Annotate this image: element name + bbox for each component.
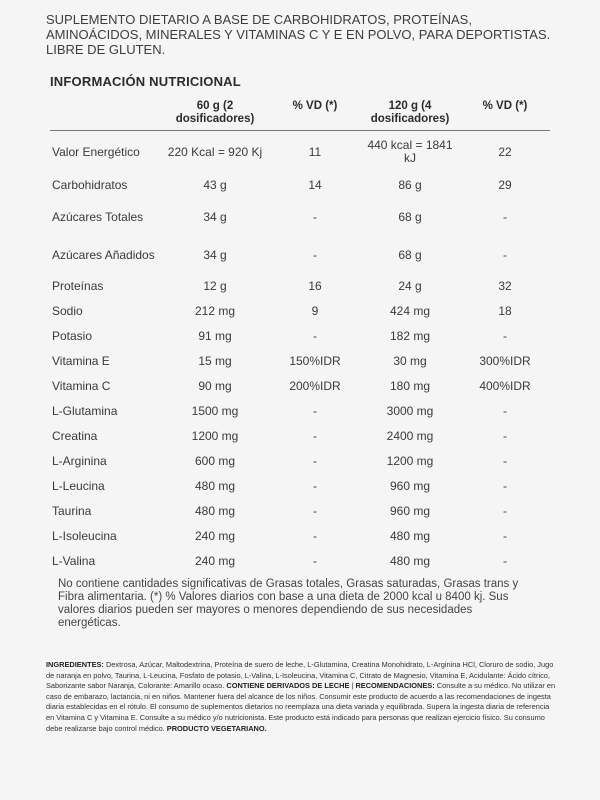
value-120g: 30 mg	[393, 354, 427, 368]
value-120g: 480 mg	[389, 554, 431, 568]
value-60g: 12 g	[203, 279, 227, 293]
value-120g: 182 mg	[389, 329, 431, 343]
vd-120g: -	[503, 454, 507, 468]
vd-60g: 9	[311, 304, 319, 318]
nutrition-table	[50, 100, 550, 574]
nutrition-table-body	[50, 131, 550, 575]
vd-60g: -	[313, 429, 317, 443]
nutrient-name: Azúcares Añadidos	[52, 247, 155, 262]
table-row	[50, 449, 550, 474]
nutrition-title: INFORMACIÓN NUTRICIONAL	[50, 74, 241, 89]
column-header-vd-60g: % VD (*)	[270, 100, 360, 131]
vd-120g: 300%IDR	[479, 354, 531, 368]
value-60g: 90 mg	[198, 379, 232, 393]
vd-60g: 16	[308, 279, 322, 293]
table-row	[50, 374, 550, 399]
value-120g: 86 g	[398, 178, 422, 192]
table-row	[50, 173, 550, 198]
value-60g: 480 mg	[194, 479, 236, 493]
nutrient-name: L-Valina	[52, 554, 96, 568]
table-row	[50, 499, 550, 524]
table-header-row	[50, 100, 550, 131]
vd-60g: -	[313, 404, 317, 418]
nutrient-name: L-Leucina	[52, 479, 105, 493]
allergen-warning: CONTIENE DERIVADOS DE LECHE	[226, 681, 350, 691]
value-120g: 3000 mg	[386, 404, 434, 418]
table-row	[50, 399, 550, 424]
table-row	[50, 274, 550, 299]
value-60g: 1500 mg	[191, 404, 239, 418]
ingredients-label: INGREDIENTES:	[46, 660, 104, 669]
vd-120g: -	[503, 554, 507, 568]
table-row	[50, 474, 550, 499]
vd-60g: 150%IDR	[289, 354, 341, 368]
table-row	[50, 131, 550, 174]
vd-120g: -	[503, 329, 507, 343]
vd-120g: -	[503, 209, 507, 224]
value-60g: 212 mg	[194, 304, 236, 318]
value-120g: 68 g	[398, 247, 422, 262]
table-row	[50, 524, 550, 549]
vegetarian-label: PRODUCTO VEGETARIANO.	[166, 723, 267, 733]
table-row	[50, 236, 550, 274]
value-60g: 600 mg	[194, 454, 236, 468]
table-row	[50, 349, 550, 374]
value-60g: 91 mg	[198, 329, 232, 343]
nutrient-name: Azúcares Totales	[52, 209, 144, 224]
nutrient-name: Potasio	[52, 329, 93, 343]
nutrient-name: Carbohidratos	[52, 178, 128, 192]
vd-60g: -	[313, 209, 317, 224]
column-header-60g: 60 g (2 dosificadores)	[160, 100, 270, 131]
separator: |	[349, 681, 356, 691]
value-120g: 424 mg	[389, 304, 431, 318]
nutrient-name: Vitamina E	[52, 354, 110, 368]
vd-120g: -	[503, 404, 507, 418]
vd-120g: -	[503, 529, 507, 543]
vd-60g: 200%IDR	[289, 379, 341, 393]
recommendations-label: RECOMENDACIONES:	[355, 681, 435, 691]
value-120g: 480 mg	[389, 529, 431, 543]
value-120g: 68 g	[398, 209, 422, 224]
value-60g: 43 g	[203, 178, 227, 192]
value-60g: 34 g	[203, 209, 227, 224]
vd-60g: -	[313, 454, 317, 468]
value-120g: 2400 mg	[386, 429, 434, 443]
value-60g: 34 g	[203, 247, 227, 262]
table-row	[50, 324, 550, 349]
vd-120g: -	[503, 429, 507, 443]
nutrient-name: L-Arginina	[52, 454, 107, 468]
nutrient-name: L-Isoleucina	[52, 529, 117, 543]
nutrient-name: L-Glutamina	[52, 404, 118, 418]
footnote: No contiene cantidades significativas de Grasas totales, Grasas saturadas, Grasas trans y Fibra alimentaria. (*) % Valores diarios con base a una dieta de 2000 kcal u 8400 kj. Sus valores diarios pueden ser mayores o menores dependiendo de sus necesidades energéticas.	[58, 578, 519, 629]
value-120g: 1200 mg	[386, 454, 434, 468]
product-description: SUPLEMENTO DIETARIO A BASE DE CARBOHIDRATOS, PROTEÍNAS, AMINOÁCIDOS, MINERALES Y VITAMINAS C Y E EN POLVO, PARA DEPORTISTAS. LIBRE DE GLUTEN.	[46, 12, 551, 57]
value-60g: 220 Kcal = 920 Kj	[167, 144, 263, 159]
vd-60g: -	[313, 504, 317, 518]
nutrient-name: Sodio	[52, 304, 83, 318]
vd-60g: 14	[308, 178, 322, 192]
value-60g: 480 mg	[194, 504, 236, 518]
vd-120g: 400%IDR	[479, 379, 531, 393]
value-120g: 440 kcal = 1841 kJ	[367, 138, 453, 165]
nutrient-name: Taurina	[52, 504, 92, 518]
value-60g: 15 mg	[198, 354, 232, 368]
vd-120g: 29	[498, 178, 512, 192]
vd-120g: -	[503, 479, 507, 493]
nutrient-name: Creatina	[52, 429, 98, 443]
value-120g: 960 mg	[389, 504, 431, 518]
vd-60g: -	[313, 479, 317, 493]
value-120g: 180 mg	[389, 379, 431, 393]
vd-120g: -	[503, 247, 507, 262]
vd-60g: -	[313, 329, 317, 343]
value-120g: 24 g	[398, 279, 422, 293]
vd-120g: -	[503, 504, 507, 518]
column-header-120g: 120 g (4 dosificadores)	[360, 100, 460, 131]
vd-120g: 22	[498, 144, 512, 159]
ingredients-block	[46, 660, 556, 734]
vd-60g: -	[313, 554, 317, 568]
value-120g: 960 mg	[389, 479, 431, 493]
vd-60g: 11	[308, 144, 322, 159]
table-row	[50, 424, 550, 449]
table-row	[50, 198, 550, 236]
table-row	[50, 549, 550, 574]
table-row	[50, 299, 550, 324]
recommendations-text: Consulte a su médico. No utilizar en caso de embarazo, lactancia, ni en niños. Mantener fuera del alcance de los niños. Consumir este producto de acuerdo a las recomendaciones de ingesta diaria establecidas en el rótulo. El consumo de suplementos dietarios no reemplaza una dieta variada y equilibrada. Supera la ingesta diaria de referencia en Vitamina C y Vitamina E. Consulte a su médico y/o nutricionista. Este producto está indicado para personas que realizan ejercicio físico. Su consumo debe realizarse bajo control médico.	[46, 681, 556, 733]
vd-120g: 32	[498, 279, 512, 293]
nutrient-name: Vitamina C	[52, 379, 111, 393]
column-header-vd-120g: % VD (*)	[460, 100, 550, 131]
column-header	[50, 100, 160, 131]
nutrient-name: Proteínas	[52, 279, 104, 293]
nutrient-name: Valor Energético	[52, 144, 140, 159]
vd-60g: -	[313, 529, 317, 543]
value-60g: 240 mg	[194, 554, 236, 568]
ingredients-text: Dextrosa, Azúcar, Maltodextrina, Proteína de suero de leche, L-Glutamina, Creatina Monohidrato, L-Arginina HCl, Cloruro de sodio, Jugo de naranja en polvo, Taurina, L-Leucina, Fosfato de potasio, L-Valina, L-Isoleucina, Vitamina C, Citrato de Magnesio, Vitamina E, Acidulante: Ácido cítrico, Saborizante sabor Naranja, Colorante: Amarillo ocaso.	[46, 660, 554, 691]
value-60g: 240 mg	[194, 529, 236, 543]
vd-120g: 18	[498, 304, 512, 318]
value-60g: 1200 mg	[191, 429, 239, 443]
vd-60g: -	[313, 247, 317, 262]
